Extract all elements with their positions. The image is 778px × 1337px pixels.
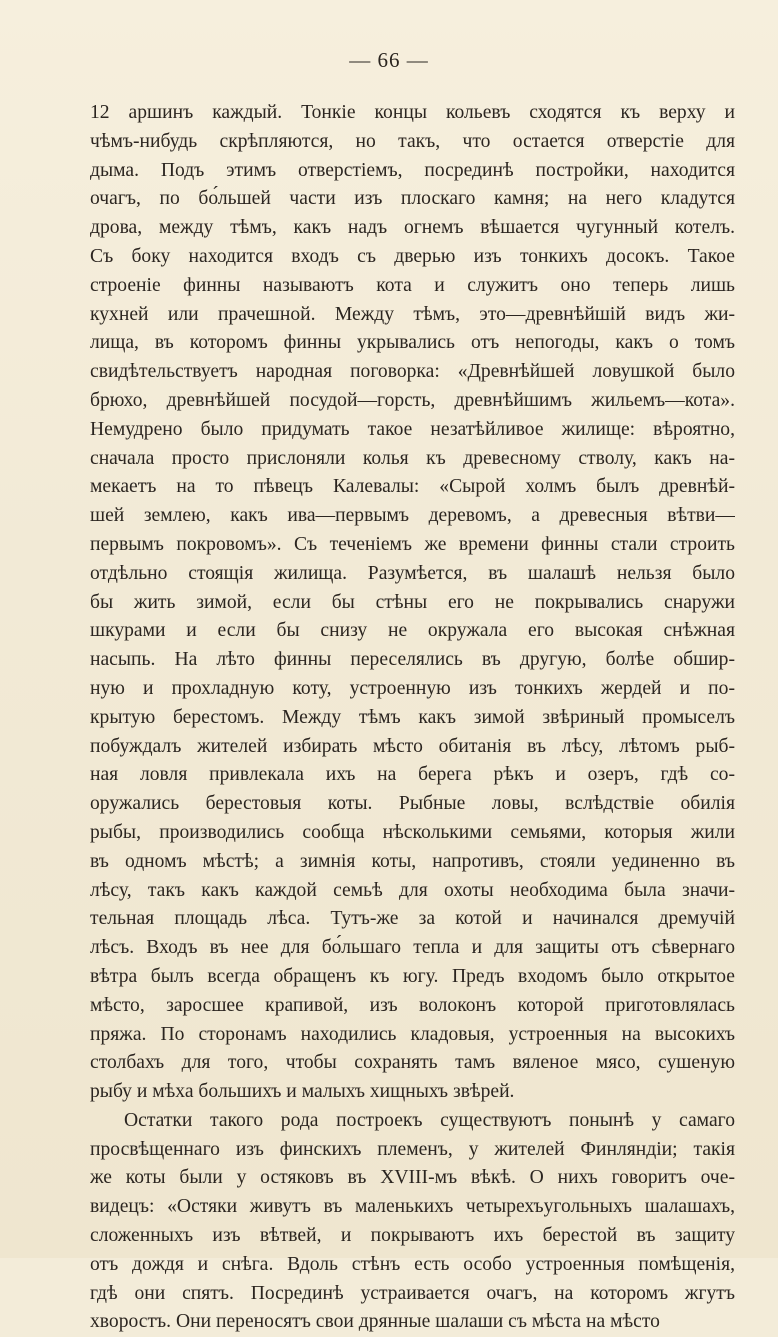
- text-line: видецъ: «Остяки живутъ въ маленькихъ четырехъугольныхъ шалашахъ,: [90, 1196, 735, 1218]
- text-line: оружались берестовыя коты. Рыбные ловы, вслѣдствіе обилія: [90, 793, 735, 815]
- text-line: шкурами и если бы снизу не окружала его высокая снѣжная: [90, 620, 735, 642]
- text-line: столбахъ для того, чтобы сохранять тамъ вяленое мясо, сушеную: [90, 1052, 735, 1074]
- text-line: кухней или прачешной. Между тѣмъ, это—древнѣйшій видъ жи-: [90, 303, 735, 325]
- text-line: лища, въ которомъ финны укрывались отъ непогоды, какъ о томъ: [90, 332, 735, 354]
- text-line: тельная площадь лѣса. Тутъ-же за котой и начинался дремучій: [90, 908, 735, 930]
- text-line: первымъ покровомъ». Съ теченіемъ же времени финны стали строить: [90, 533, 735, 555]
- text-line: пряжа. По сторонамъ находились кладовыя, устроенныя на высокихъ: [90, 1023, 735, 1045]
- text-line: чѣмъ-нибудь скрѣпляются, но такъ, что остается отверстіе для: [90, 130, 735, 152]
- text-line: дыма. Подъ этимъ отверстіемъ, посрединѣ постройки, находится: [90, 159, 735, 181]
- body-text: [90, 99, 735, 1337]
- text-line: 12 аршинъ каждый. Тонкіе концы кольевъ сходятся къ верху и: [90, 102, 735, 123]
- text-line: брюхо, древнѣйшей посудой—горсть, древнѣйшимъ жильемъ—кота».: [90, 389, 735, 411]
- text-line: ную и прохладную коту, устроенную изъ тонкихъ жердей и по-: [90, 677, 735, 699]
- text-line: же коты были у остяковъ въ XVIII-мъ вѣкѣ. О нихъ говоритъ оче-: [90, 1167, 735, 1189]
- text-line: строеніе финны называютъ кота и служитъ оно теперь лишь: [90, 274, 735, 296]
- text-line: насыпь. На лѣто финны переселялись въ другую, болѣе обшир-: [90, 649, 735, 671]
- text-line: лѣсъ. Входъ въ нее для бо́льшаго тепла и для защиты отъ сѣвернаго: [90, 937, 735, 959]
- text-line: отъ дождя и снѣга. Вдоль стѣнъ есть особо устроенныя помѣщенія,: [90, 1253, 735, 1275]
- text-line: рыбу и мѣха большихъ и малыхъ хищныхъ звѣрей.: [90, 1081, 515, 1103]
- text-line: просвѣщеннаго изъ финскихъ племенъ, у жителей Финляндіи; такія: [90, 1138, 735, 1160]
- text-line: крытую берестомъ. Между тѣмъ какъ зимой звѣриный промыселъ: [90, 706, 735, 728]
- text-line: вѣтра былъ всегда обращенъ къ югу. Предъ входомъ было открытое: [90, 965, 735, 987]
- text-line: Остатки такого рода построекъ существуютъ понынѣ у самаго: [124, 1109, 735, 1131]
- text-line: рыбы, производились сообща нѣсколькими семьями, которыя жили: [90, 821, 735, 843]
- text-line: Съ боку находится входъ съ дверью изъ тонкихъ досокъ. Такое: [90, 245, 735, 267]
- text-line: сначала просто прислоняли колья къ древесному стволу, какъ на-: [90, 447, 735, 469]
- text-line: отдѣльно стоящія жилища. Разумѣется, въ шалашѣ нельзя было: [90, 562, 735, 584]
- text-line: мѣсто, заросшее крапивой, изъ волоконъ которой приготовлялась: [90, 994, 735, 1016]
- text-line: Немудрено было придумать такое незатѣйливое жилище: вѣроятно,: [90, 418, 735, 440]
- text-line: лѣсу, такъ какъ каждой семьѣ для охоты необходима была значи-: [90, 879, 735, 901]
- text-line: побуждалъ жителей избирать мѣсто обитанія въ лѣсу, лѣтомъ рыб-: [90, 735, 735, 757]
- text-line: сложенныхъ изъ вѣтвей, и покрываютъ ихъ берестой въ защиту: [90, 1225, 735, 1247]
- text-line: въ одномъ мѣстѣ; а зимнія коты, напротивъ, стояли уединенно въ: [90, 850, 735, 872]
- text-line: очагъ, по бо́льшей части изъ плоскаго камня; на него кладутся: [90, 188, 735, 210]
- text-line: хворостъ. Они переносятъ свои дрянные шалаши съ мѣста на мѣсто: [90, 1311, 660, 1333]
- text-line: дрова, между тѣмъ, какъ надъ огнемъ вѣшается чугунный котелъ.: [90, 217, 735, 239]
- text-line: ная ловля привлекала ихъ на берега рѣкъ и озеръ, гдѣ со-: [90, 764, 735, 786]
- text-line: шей землею, какъ ива—первымъ деревомъ, а древесныя вѣтви—: [90, 505, 735, 527]
- text-line: свидѣтельствуетъ народная поговорка: «Древнѣйшей ловушкой было: [90, 361, 735, 383]
- text-line: гдѣ они спятъ. Посрединѣ устраивается очагъ, на которомъ жгутъ: [90, 1282, 735, 1304]
- page-number: — 66 —: [349, 48, 429, 72]
- text-line: бы жить зимой, если бы стѣны его не покрывались снаружи: [90, 591, 735, 613]
- text-line: мекаетъ на то пѣвецъ Калевалы: «Сырой холмъ былъ древнѣй-: [90, 476, 735, 498]
